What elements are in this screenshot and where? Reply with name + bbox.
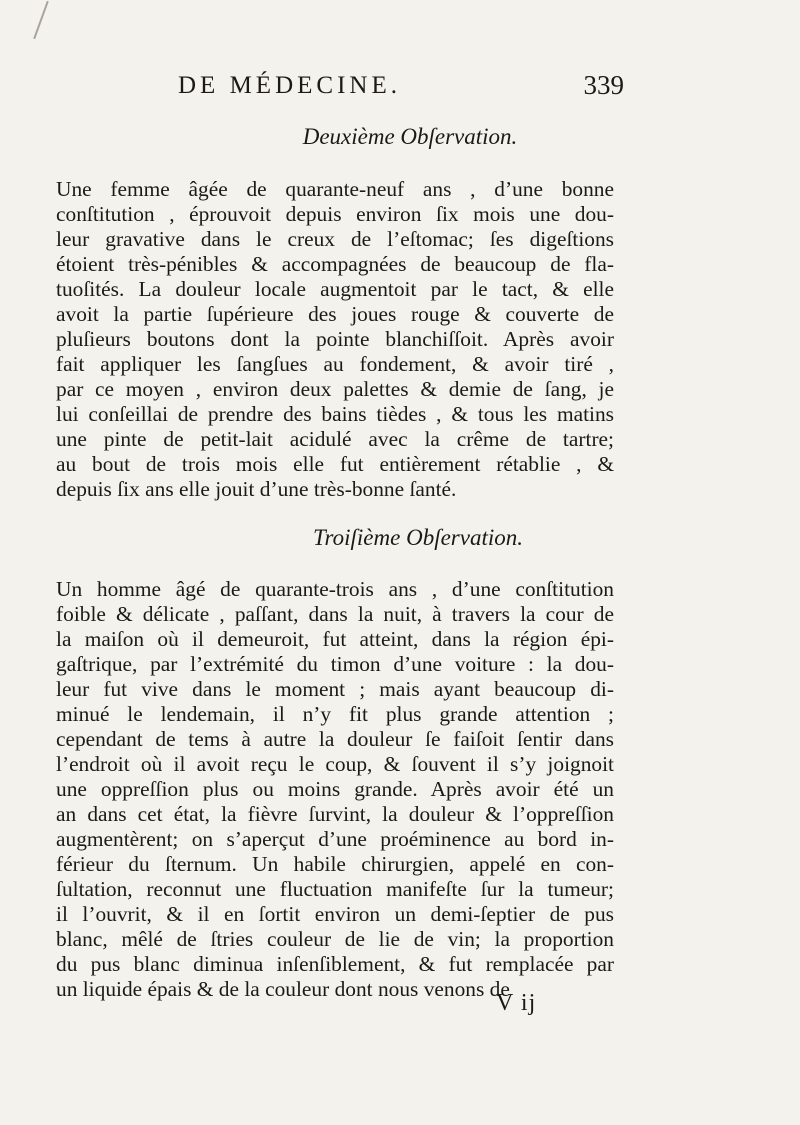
text-line: conſtitution , éprouvoit depuis environ ſix mois une dou- bbox=[56, 202, 614, 226]
text-line: l’endroit où il avoit reçu le coup, & ſouvent il s’y joignoit bbox=[56, 752, 614, 776]
text-line: Une femme âgée de quarante-neuf ans , d’une bonne bbox=[56, 177, 614, 201]
text-line: ſultation, reconnut une fluctuation manifeſte ſur la tumeur; bbox=[56, 877, 614, 901]
text-line: augmentèrent; on s’aperçut d’une proéminence au bord in- bbox=[56, 827, 614, 851]
text-line: gaſtrique, par l’extrémité du timon d’une voiture : la dou- bbox=[56, 652, 614, 676]
text-line: par ce moyen , environ deux palettes & demie de ſang, je bbox=[56, 377, 614, 401]
text-line: étoient très-pénibles & accompagnées de beaucoup de fla- bbox=[56, 252, 614, 276]
paragraph-troisieme bbox=[56, 577, 614, 1002]
text-line: une oppreſſion plus ou moins grande. Après avoir été un bbox=[56, 777, 614, 801]
text-line: Un homme âgé de quarante-trois ans , d’une conſtitution bbox=[56, 577, 614, 601]
text-line: avoit la partie ſupérieure des joues rouge & couverte de bbox=[56, 302, 614, 326]
text-line: cependant de tems à autre la douleur ſe faiſoit ſentir dans bbox=[56, 727, 614, 751]
signature-mark: V ij bbox=[496, 990, 537, 1016]
text-line: au bout de trois mois elle fut entièrement rétablie , & bbox=[56, 452, 614, 476]
text-line: pluſieurs boutons dont la pointe blanchiſſoit. Après avoir bbox=[56, 327, 614, 351]
text-line: blanc, mêlé de ſtries couleur de lie de vin; la proportion bbox=[56, 927, 614, 951]
text-line: une pinte de petit-lait acidulé avec la crême de tartre; bbox=[56, 427, 614, 451]
section-title-troisieme: Troiſième Obſervation. bbox=[313, 525, 523, 550]
page-header bbox=[178, 68, 624, 108]
text-line: lui conſeillai de prendre des bains tièdes , & tous les matins bbox=[56, 402, 614, 426]
text-line: un liquide épais & de la couleur dont nous venons de bbox=[56, 977, 510, 1001]
paragraph-deuxieme bbox=[56, 177, 614, 502]
text-line: férieur du ſternum. Un habile chirurgien, appelé en con- bbox=[56, 852, 614, 876]
page-number: 339 bbox=[583, 70, 624, 100]
running-title: DE MÉDECINE. bbox=[178, 72, 401, 99]
text-line: leur fut vive dans le moment ; mais ayant beaucoup di- bbox=[56, 677, 614, 701]
text-line: an dans cet état, la fièvre ſurvint, la douleur & l’oppreſſion bbox=[56, 802, 614, 826]
section-title-deuxieme: Deuxième Obſervation. bbox=[302, 124, 518, 149]
text-line: foible & délicate , paſſant, dans la nuit, à travers la cour de bbox=[56, 602, 614, 626]
text-line: du pus blanc diminua inſenſiblement, & fut remplacée par bbox=[56, 952, 614, 976]
margin-mark bbox=[33, 1, 49, 39]
text-line: fait appliquer les ſangſues au fondement, & avoir tiré , bbox=[56, 352, 614, 376]
text-line: la maiſon où il demeuroit, fut atteint, dans la région épi- bbox=[56, 627, 614, 651]
text-line: leur gravative dans le creux de l’eſtomac; ſes digeſtions bbox=[56, 227, 614, 251]
text-line: il l’ouvrit, & il en ſortit environ un demi-ſeptier de pus bbox=[56, 902, 614, 926]
text-line: depuis ſix ans elle jouit d’une très-bonne ſanté. bbox=[56, 477, 457, 501]
text-line: minué le lendemain, il n’y fit plus grande attention ; bbox=[56, 702, 614, 726]
text-line: tuoſités. La douleur locale augmentoit par le tact, & elle bbox=[56, 277, 614, 301]
